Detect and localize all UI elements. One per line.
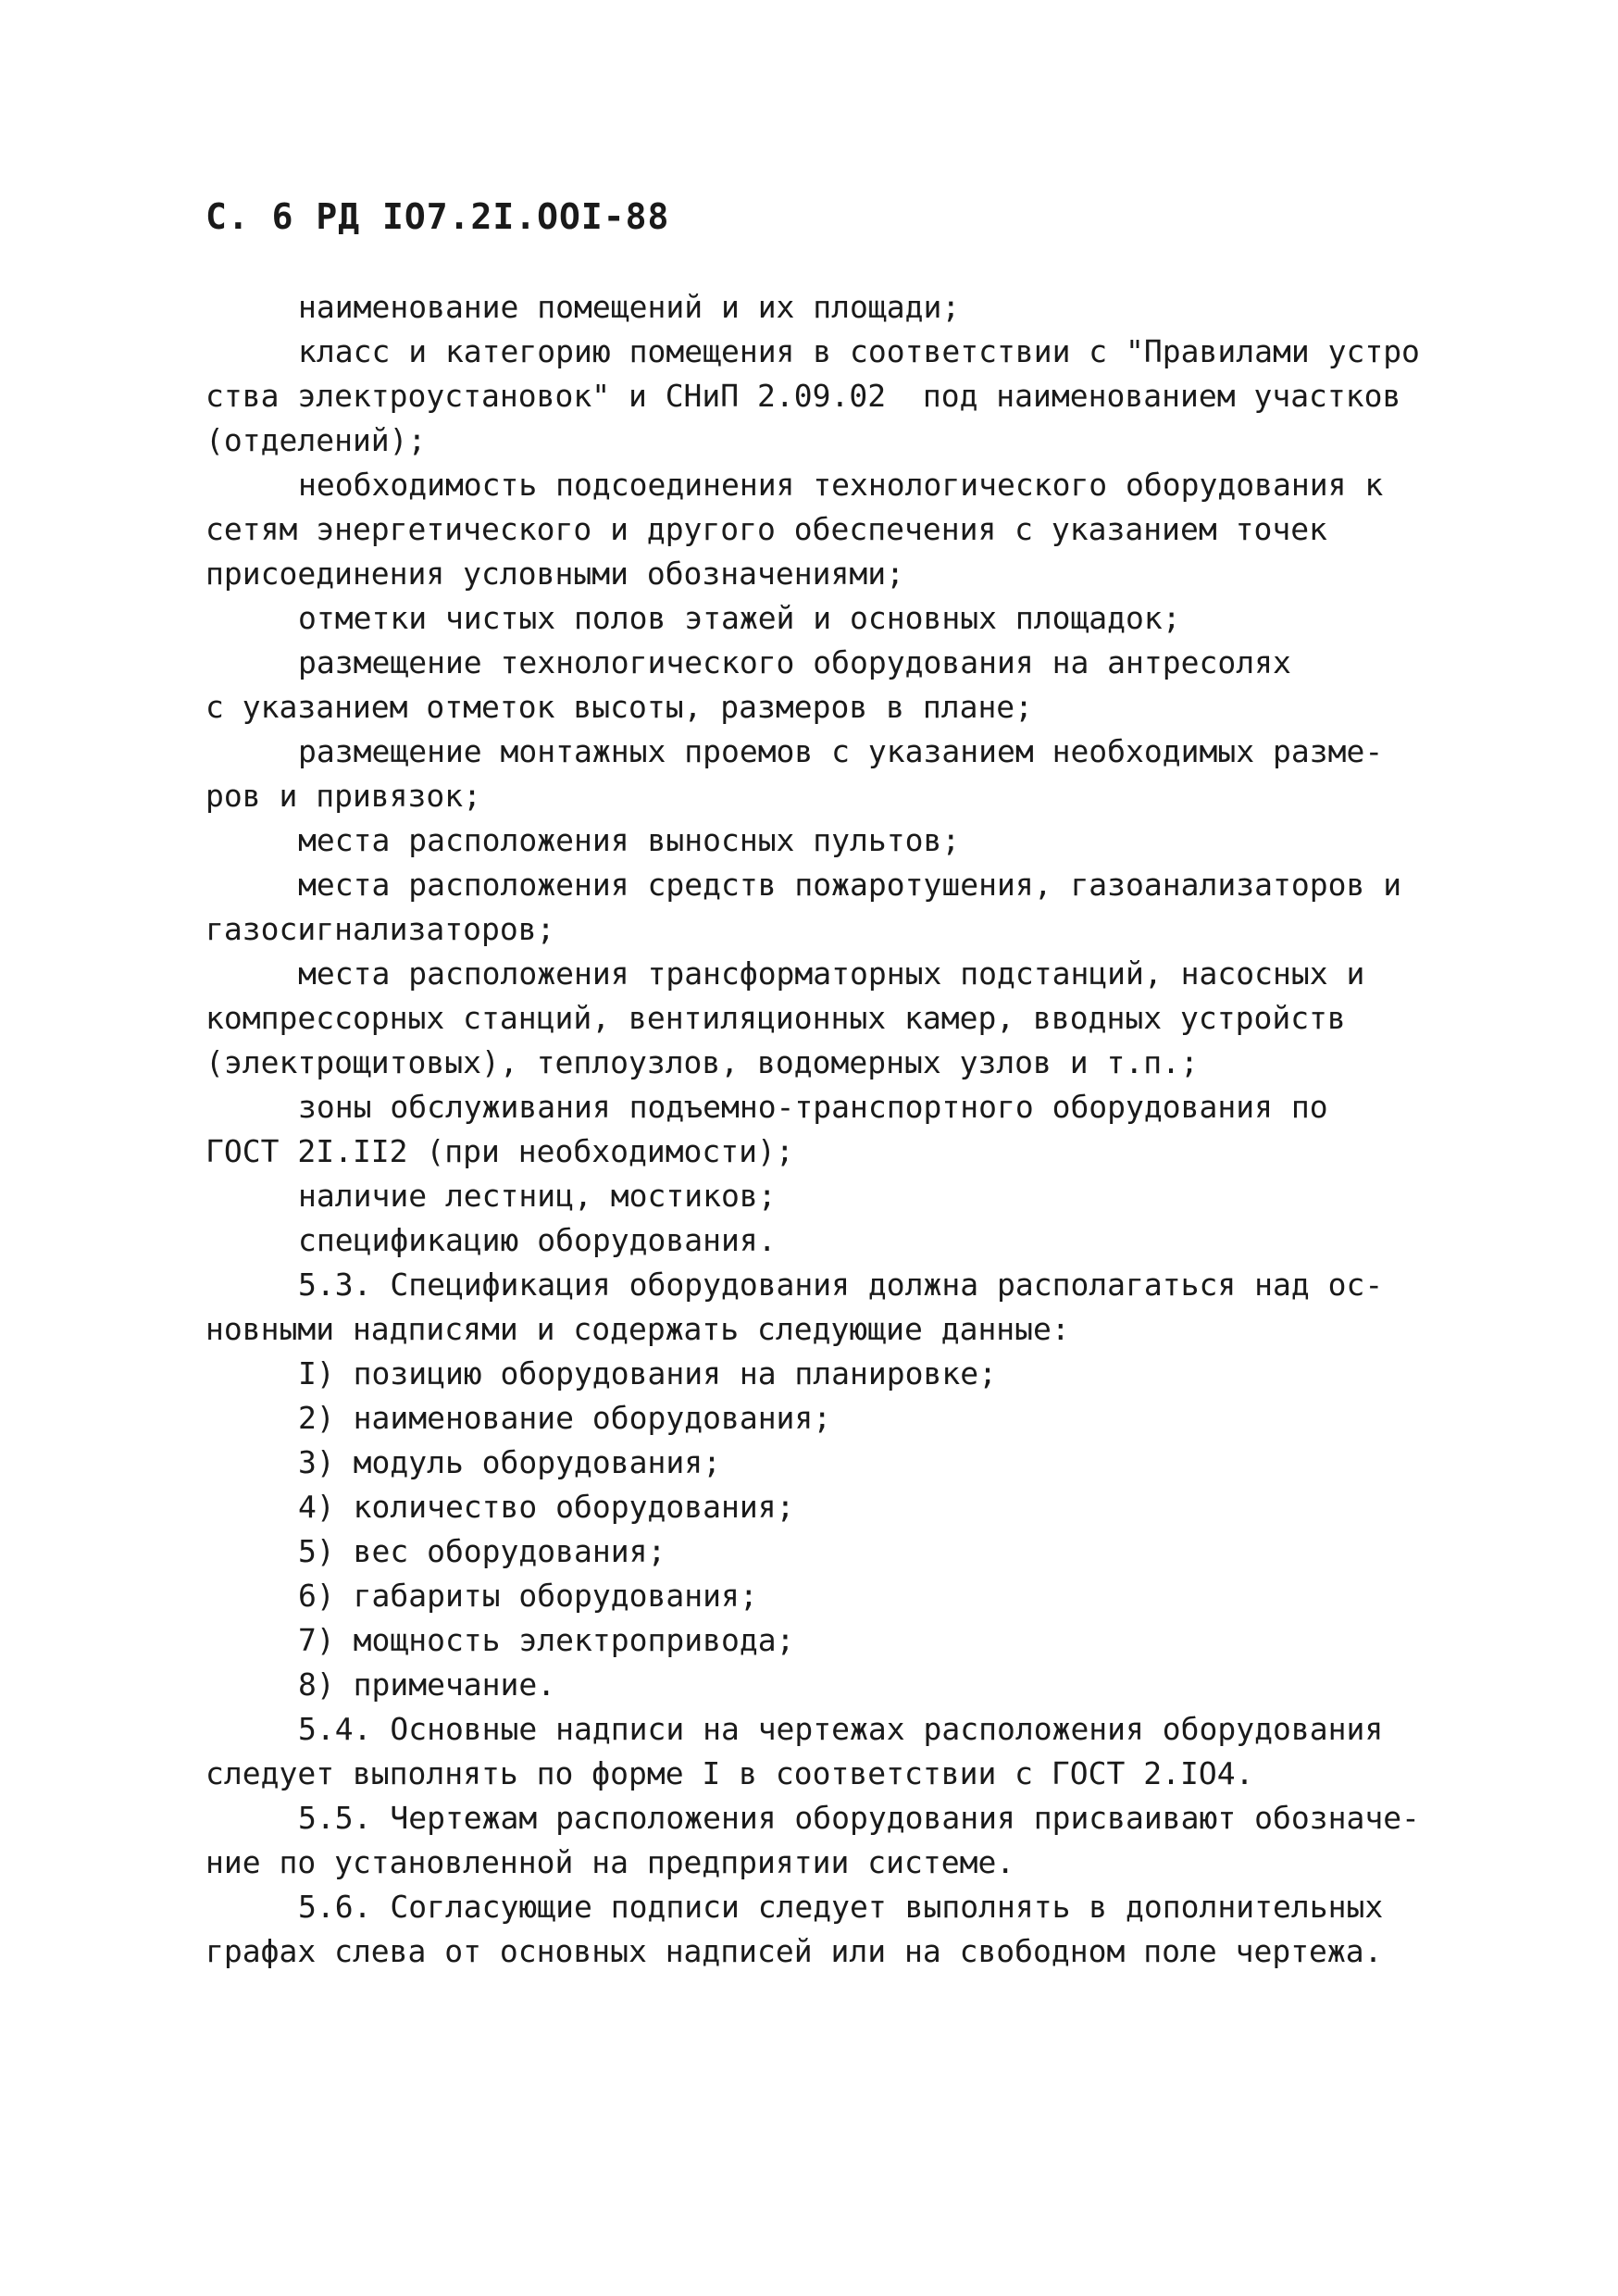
text-line: следует выполнять по форме I в соответствии с ГОСТ 2.IO4.: [205, 1755, 1254, 1791]
text-line: 5.4. Основные надписи на чертежах расположения оборудования: [298, 1711, 1384, 1747]
text-line: необходимость подсоединения технологического оборудования к: [298, 467, 1384, 503]
text-line: компрессорных станций, вентиляционных камер, вводных устройств: [205, 1000, 1346, 1036]
text-line: размещение технологического оборудования на антресолях: [298, 644, 1291, 680]
text-line: 6) габариты оборудования;: [298, 1578, 758, 1614]
text-line: класс и категорию помещения в соответствии с "Правилами устро: [298, 333, 1420, 369]
text-line: места расположения трансформаторных подстанций, насосных и: [298, 955, 1365, 992]
text-line: наименование помещений и их площади;: [298, 289, 961, 325]
text-line: 5.6. Согласующие подписи следует выполнять в дополнительных: [298, 1889, 1384, 1925]
text-line: ГОСТ 2I.II2 (при необходимости);: [205, 1133, 794, 1169]
text-line: (отделений);: [205, 422, 427, 458]
document-body: [205, 285, 1446, 1974]
text-line: зоны обслуживания подъемно-транспортного оборудования по: [298, 1089, 1328, 1125]
text-line: отметки чистых полов этажей и основных площадок;: [298, 600, 1181, 636]
page-header: С. 6 РД IO7.2I.OOI-88: [205, 196, 670, 237]
text-line: 2) наименование оборудования;: [298, 1400, 832, 1436]
text-line: с указанием отметок высоты, размеров в плане;: [205, 689, 1034, 725]
text-line: I) позицию оборудования на планировке;: [298, 1355, 997, 1391]
text-line: 5.3. Спецификация оборудования должна располагаться над ос-: [298, 1267, 1384, 1303]
text-line: 8) примечание.: [298, 1666, 556, 1703]
text-line: 5.5. Чертежам расположения оборудования присваивают обозначе-: [298, 1800, 1420, 1836]
text-line: 3) модуль оборудования;: [298, 1444, 721, 1480]
text-line: места расположения выносных пультов;: [298, 822, 961, 858]
text-line: 7) мощность электропривода;: [298, 1622, 795, 1658]
text-line: размещение монтажных проемов с указанием необходимых разме-: [298, 733, 1384, 769]
text-line: графах слева от основных надписей или на свободном поле чертежа.: [205, 1933, 1383, 1969]
text-line: газосигнализаторов;: [205, 911, 555, 947]
text-line: (электрощитовых), теплоузлов, водомерных узлов и т.п.;: [205, 1044, 1199, 1080]
text-line: ние по установленной на предприятии системе.: [205, 1844, 1015, 1880]
text-line: сетям энергетического и другого обеспечения с указанием точек: [205, 511, 1327, 547]
text-line: наличие лестниц, мостиков;: [298, 1178, 777, 1214]
text-line: спецификацию оборудования.: [298, 1222, 777, 1258]
text-line: 4) количество оборудования;: [298, 1489, 795, 1525]
text-line: новными надписями и содержать следующие данные:: [205, 1311, 1070, 1347]
text-line: ров и привязок;: [205, 778, 482, 814]
text-line: присоединения условными обозначениями;: [205, 555, 904, 592]
text-line: места расположения средств пожаротушения, газоанализаторов и: [298, 867, 1402, 903]
text-line: 5) вес оборудования;: [298, 1533, 666, 1569]
text-line: ства электроустановок" и СНиП 2.09.02 под наименованием участков: [205, 378, 1401, 414]
